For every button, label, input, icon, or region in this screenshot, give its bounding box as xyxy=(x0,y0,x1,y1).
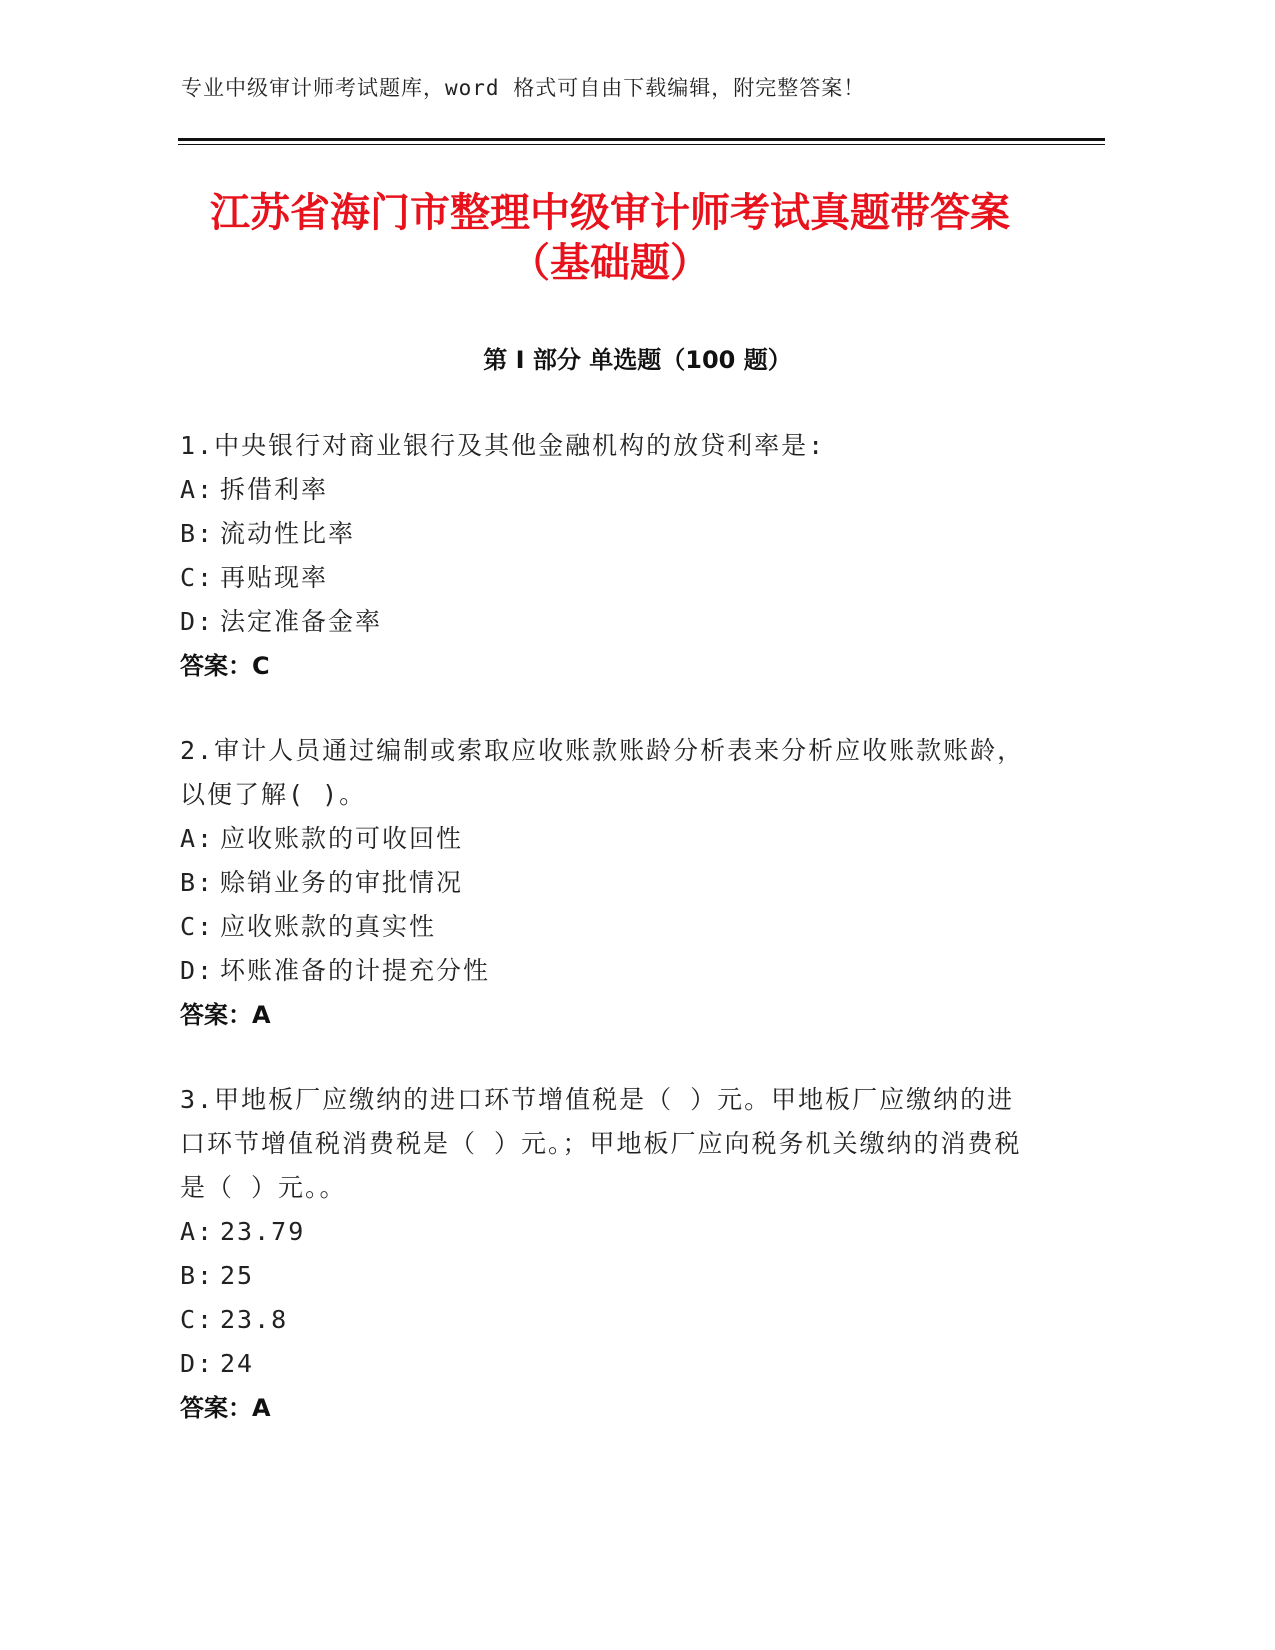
option-key: B: xyxy=(180,868,215,897)
header-divider-thin xyxy=(178,144,1105,145)
option-c xyxy=(180,905,1040,949)
question-stem: 3.甲地板厂应缴纳的进口环节增值税是（ ）元。甲地板厂应缴纳的进口环节增值税消费税是（ ）元。；甲地板厂应向税务机关缴纳的消费税是（ ）元。。 xyxy=(180,1085,1022,1202)
option-d xyxy=(180,600,1040,644)
option-key: A: xyxy=(180,1217,215,1246)
option-key: A: xyxy=(180,824,215,853)
option-key: D: xyxy=(180,956,215,985)
option-text: 24 xyxy=(220,1349,255,1378)
option-text: 赊销业务的审批情况 xyxy=(220,868,464,897)
option-d xyxy=(180,949,1040,993)
option-text: 法定准备金率 xyxy=(220,607,383,636)
section-title: 第 I 部分 单选题（100 题） xyxy=(483,346,792,374)
option-key: A: xyxy=(180,475,215,504)
question-2 xyxy=(180,729,1040,1037)
option-b xyxy=(180,512,1040,556)
question-stem: 1.中央银行对商业银行及其他金融机构的放贷利率是: xyxy=(180,431,826,460)
option-d xyxy=(180,1342,1040,1386)
answer-line: 答案：C xyxy=(180,652,270,680)
question-list xyxy=(180,424,1040,1471)
header-note: 专业中级审计师考试题库，word 格式可自由下载编辑，附完整答案！ xyxy=(181,76,866,100)
option-key: B: xyxy=(180,1261,215,1290)
option-b xyxy=(180,1254,1040,1298)
option-key: B: xyxy=(180,519,215,548)
option-text: 坏账准备的计提充分性 xyxy=(220,956,491,985)
option-text: 流动性比率 xyxy=(220,519,356,548)
option-a xyxy=(180,1210,1040,1254)
document-title: 江苏省海门市整理中级审计师考试真题带答案（基础题） xyxy=(210,190,1010,286)
option-text: 25 xyxy=(220,1261,255,1290)
option-c xyxy=(180,556,1040,600)
option-key: C: xyxy=(180,912,215,941)
header-divider-thick xyxy=(178,138,1105,141)
option-a xyxy=(180,817,1040,861)
question-1 xyxy=(180,424,1040,688)
option-text: 再贴现率 xyxy=(220,563,329,592)
option-key: D: xyxy=(180,607,215,636)
answer-line: 答案：A xyxy=(180,1001,271,1029)
option-text: 应收账款的真实性 xyxy=(220,912,437,941)
option-c xyxy=(180,1298,1040,1342)
option-key: C: xyxy=(180,1305,215,1334)
option-text: 拆借利率 xyxy=(220,475,329,504)
option-key: D: xyxy=(180,1349,215,1378)
option-text: 23.79 xyxy=(220,1217,306,1246)
option-key: C: xyxy=(180,563,215,592)
option-a xyxy=(180,468,1040,512)
answer-line: 答案：A xyxy=(180,1394,271,1422)
question-stem: 2.审计人员通过编制或索取应收账款账龄分析表来分析应收账款账龄，以便了解( )。 xyxy=(180,736,1025,809)
option-text: 应收账款的可收回性 xyxy=(220,824,464,853)
option-b xyxy=(180,861,1040,905)
option-text: 23.8 xyxy=(220,1305,289,1334)
question-3 xyxy=(180,1078,1040,1430)
